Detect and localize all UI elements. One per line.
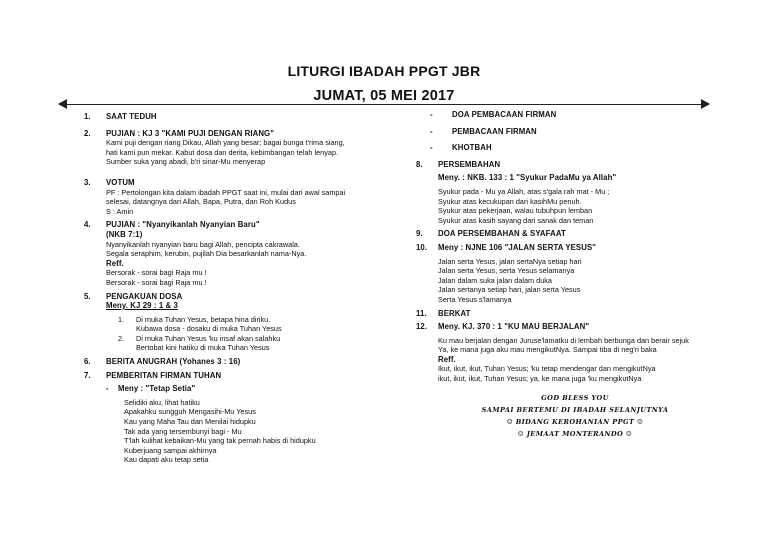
dash-item-khotbah: - KHOTBAH xyxy=(430,143,492,153)
dash-item-doa-pembacaan: - DOA PEMBACAAN FIRMAN xyxy=(430,110,557,119)
footer-line-4: ☺ JEMAAT MONTERANDO ☺ xyxy=(517,430,633,438)
item-9-label: DOA PERSEMBAHAN & SYAFAAT xyxy=(438,229,566,239)
item-10-lyrics: Jalan serta Yesus, jalan sertaNya setiap hari Jalan serta Yesus, serta Yesus selamanya Jalan dalam suka jalan dalam duka Jalan sertanya setiap hari, jalan serta Yesus Serta Yesus s'lamanya xyxy=(438,256,582,304)
item-2-lyrics: Kami puji dengan riang Dikau, Allah yang besar; bagai bunga t'rima siang, hati kami pun mekar. Kabut dosa dan derita, kebimbangan telah lenyap. Sumber suka yang abadi, b'ri sinar-Mu menyerap xyxy=(106,138,345,167)
footer-line-1: GOD BLESS YOU xyxy=(541,394,609,402)
item-5: 5. PENGAKUAN DOSA xyxy=(84,291,183,301)
item-1: 1. SAAT TEDUH xyxy=(84,112,157,121)
divider-rule xyxy=(62,104,707,105)
dash-item-pembacaan: - PEMBACAAN FIRMAN xyxy=(430,126,537,136)
item-6: 6. BERITA ANUGRAH (Yohanes 3 : 16) xyxy=(84,357,241,367)
item-5-text: Meny. KJ 29 : 1 & 3 1. Di muka Tuhan Yesus, betapa hina diriku. Kubawa dosa - dosaku di muka Tuhan Yesus 2. Di muka Tuhan Yesus 'ku insaf akan salahku Bertobat kini hatiku di muka Tuhan Yesus xyxy=(106,301,282,353)
item-6-label: BERITA ANUGRAH (Yohanes 3 : 16) xyxy=(106,357,241,367)
page-title: LITURGI IBADAH PPGT JBR xyxy=(287,63,481,79)
left-column xyxy=(84,112,404,465)
footer-line-3: ☺ BIDANG KEROHANIAN PPGT ☺ xyxy=(506,418,644,426)
item-7-label: PEMBERITAN FIRMAN TUHAN xyxy=(106,370,222,380)
item-10-label: Meny : NJNE 106 "JALAN SERTA YESUS" xyxy=(438,242,597,252)
item-1-label: SAAT TEDUH xyxy=(106,112,157,121)
item-8-song: Meny. : NKB. 133 : 1 "Syukur PadaMu ya Allah" xyxy=(438,173,617,183)
item-7-lyrics: Selidiki aku, lihat hatiku Apakahku sungguh Mengasihi-Mu Yesus Kau yang Maha Tau dan Menilai hidupku Tak ada yang tersembunyi bagi - Mu T'lah kulihat kebaikan-Mu yang tak pernah habis di hidupku Kuberjuang sampai akhirnya Kau dapati aku tetap setia xyxy=(124,397,316,465)
item-12-label: Meny. KJ. 370 : 1 "KU MAU BERJALAN" xyxy=(438,322,590,332)
item-7-song: - Meny : "Tetap Setia" xyxy=(106,384,196,394)
item-5-label: PENGAKUAN DOSA xyxy=(106,291,183,301)
item-8-label: PERSEMBAHAN xyxy=(438,159,501,169)
item-8: 8. PERSEMBAHAN xyxy=(416,159,501,169)
item-9: 9. DOA PERSEMBAHAN & SYAFAAT xyxy=(416,229,566,239)
footer-blessing xyxy=(430,392,720,440)
arrow-right-icon xyxy=(701,99,710,109)
item-8-lyrics: Syukur pada - Mu ya Allah, atas s'gala rah mat - Mu ; Syukur atas kecukupan dari kasihMu penuh. Syukur atas pekerjaan, walau tubuhpun lemban Syukur atas kasih sayang dari sanak dan teman xyxy=(438,186,610,225)
page-date: JUMAT, 05 MEI 2017 xyxy=(313,88,455,104)
item-7: 7. PEMBERITAN FIRMAN TUHAN xyxy=(84,370,222,380)
item-2: 2. PUJIAN : KJ 3 "KAMI PUJI DENGAN RIANG" xyxy=(84,128,275,138)
footer-line-2: SAMPAI BERTEMU DI IBADAH SELANJUTNYA xyxy=(481,406,669,414)
item-4-text: (NKB 7:1) Nyanyikanlah nyanyian baru bagi Allah, pencipta cakrawala. Segala seraphim, kerubin, pujilah Dia besarkanlah nama-Nya. Reff. Bersorak - sorai bagi Raja mu ! Bersorak - sorai bagi Raja mu ! xyxy=(106,229,307,287)
item-3-text: PF : Pertolongan kita dalam ibadah PPGT saat ini, mulai dari awal sampai selesai, datangnya dari Allah, Bapa, Putra, dan Roh Kudus S : Amin xyxy=(106,187,346,216)
item-10: 10. Meny : NJNE 106 "JALAN SERTA YESUS" xyxy=(416,242,597,252)
item-4-label: PUJIAN : "Nyanyikanlah Nyanyian Baru" xyxy=(106,220,260,230)
item-11-label: BERKAT xyxy=(438,308,471,318)
item-12-lyrics: Ku mau berjalan dengan Juruse'lamatku di lembah berbunga dan berair sejuk Ya, ke mana juga aku mau mengikutNya. Sampai tiba di neg'ri baka Reff. Ikut, ikut, ikut, Tuhan Yesus; 'ku tetap mendengar dan mengikutNya ikut, ikut, ikut, Tuhan Yesus; ya, ke mana juga 'ku mengikutNya xyxy=(438,335,689,384)
item-12: 12. Meny. KJ. 370 : 1 "KU MAU BERJALAN" xyxy=(416,322,590,332)
item-3: 3. VOTUM xyxy=(84,177,135,187)
item-3-label: VOTUM xyxy=(106,177,135,187)
item-2-label: PUJIAN : KJ 3 "KAMI PUJI DENGAN RIANG" xyxy=(106,128,275,138)
right-column xyxy=(416,110,716,384)
item-4: 4. PUJIAN : "Nyanyikanlah Nyanyian Baru" xyxy=(84,220,260,230)
item-11: 11. BERKAT xyxy=(416,308,471,318)
